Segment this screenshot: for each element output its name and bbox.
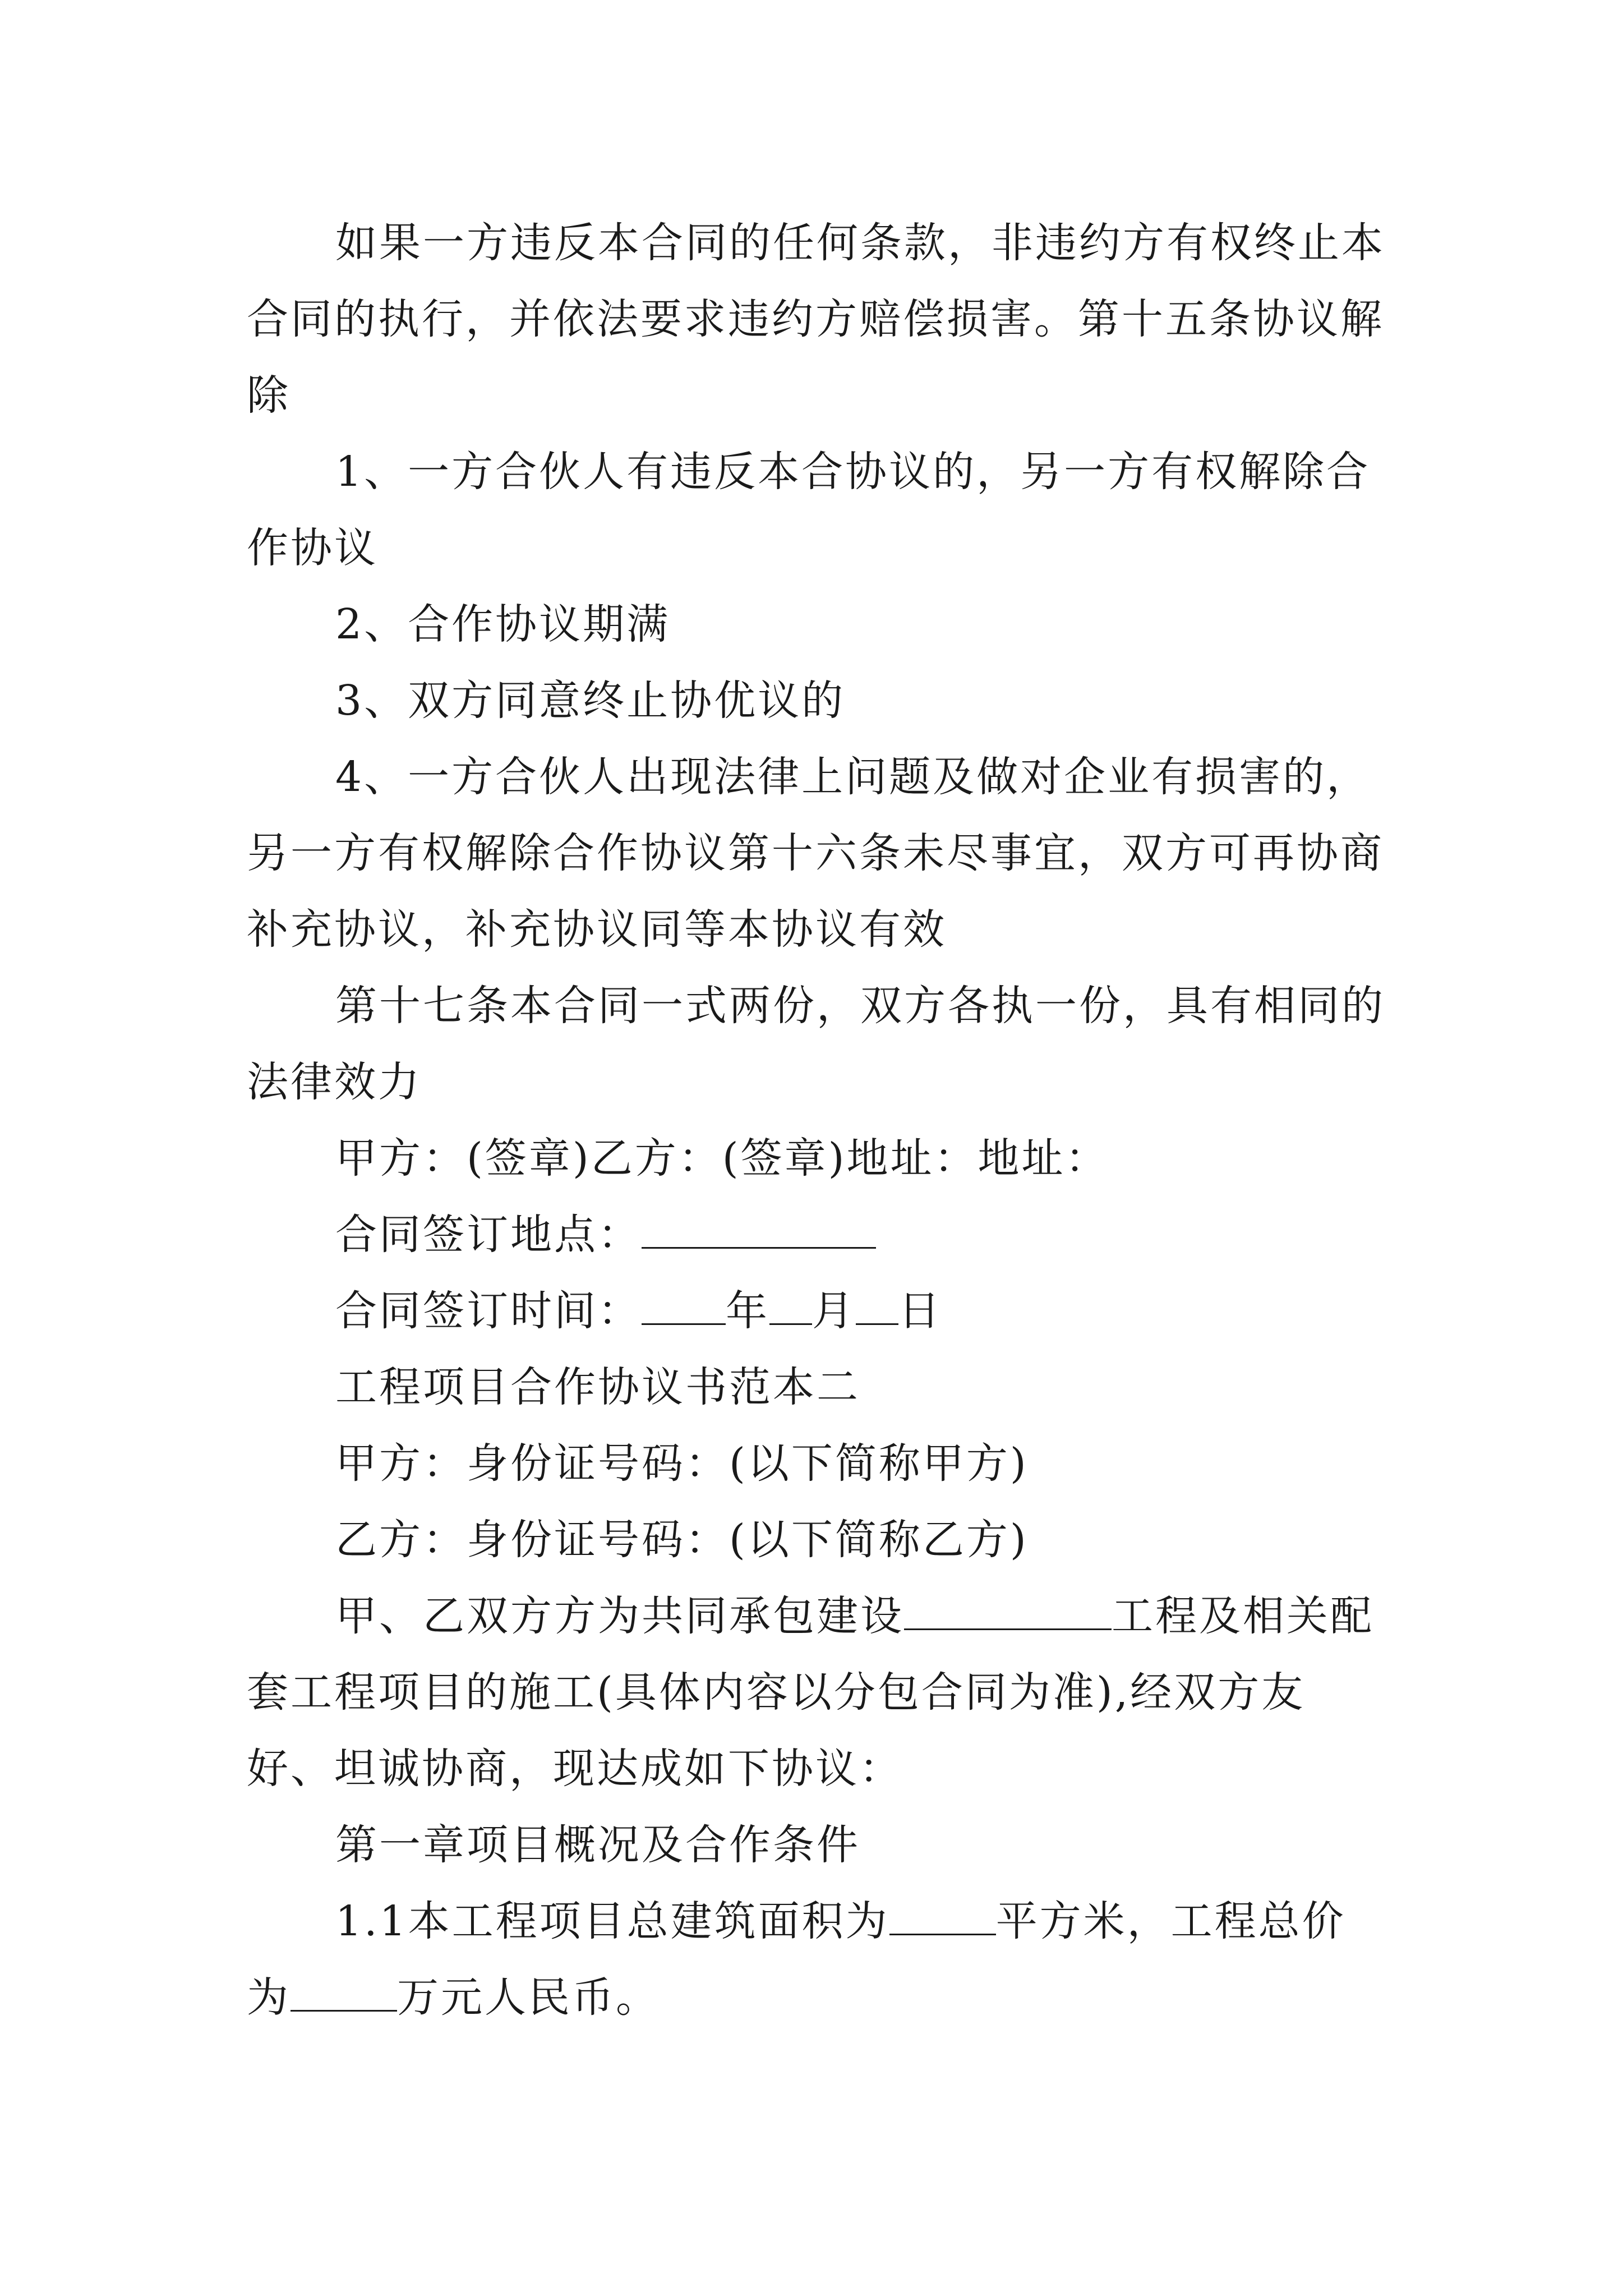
paragraph-text: 甲方：(签章)乙方：(签章)地址：地址： [335, 1134, 1109, 1182]
fill-blank-total-price [291, 1972, 397, 2012]
paragraph-breach-termination [247, 205, 1385, 434]
paragraph-text: 如果一方违反本合同的任何条款，非违约方有权终止本合同的执行，并依法要求违约方赔偿损害。第十五条协议解除 [247, 219, 1385, 420]
paragraph-text: 合同签订时间： [335, 1287, 642, 1335]
paragraph-signing-place [247, 1197, 1385, 1273]
paragraph-text: 第一章项目概况及合作条件 [335, 1821, 860, 1869]
paragraph-text: 工程项目合作协议书范本二 [335, 1363, 860, 1411]
paragraph-text: 万元人民币。 [397, 1973, 660, 2022]
paragraph-text: 甲、乙双方方为共同承包建设 [335, 1592, 904, 1640]
paragraph-text: 第十七条本合同一式两份，双方各执一份，具有相同的法律效力 [247, 982, 1385, 1106]
month-label: 月 [812, 1287, 856, 1335]
paragraph-clause-3 [247, 662, 1385, 739]
paragraph-clause-1 [247, 434, 1385, 586]
paragraph-text: 4、一方合伙人出现法律上问题及做对企业有损害的，另一方有权解除合作协议第十六条未尽事宜，双方可再协商补充协议，补充协议同等本协议有效 [247, 753, 1384, 954]
paragraph-clause-2 [247, 586, 1385, 662]
fill-blank-year [642, 1286, 726, 1325]
paragraph-party-a [247, 1425, 1385, 1502]
day-label: 日 [898, 1287, 942, 1335]
fill-blank-day [856, 1286, 898, 1325]
paragraph-text: 乙方：身份证号码：(以下简称乙方) [335, 1516, 1029, 1564]
paragraph-text: 1、一方合伙人有违反本合协议的，另一方有权解除合作协议 [247, 448, 1371, 572]
paragraph-text: 3、双方同意终止协优议的 [335, 677, 846, 725]
paragraph-section-title [247, 1349, 1385, 1425]
paragraph-article-17 [247, 968, 1385, 1120]
paragraph-signature-line [247, 1120, 1385, 1197]
paragraph-text: 2、合作协议期满 [335, 600, 671, 648]
fill-blank-month [769, 1286, 812, 1325]
fill-blank-place [642, 1209, 876, 1249]
fill-blank-project-name [904, 1591, 1112, 1630]
paragraph-party-b [247, 1502, 1385, 1578]
paragraph-text: 1.1本工程项目总建筑面积为 [335, 1897, 889, 1945]
paragraph-signing-date [247, 1273, 1385, 1349]
paragraph-text: 甲方：身份证号码：(以下简称甲方) [335, 1439, 1029, 1488]
paragraph-preamble [247, 1578, 1385, 1807]
paragraph-text: 工程及相关配套工程项目的施工(具体内容以分包合同为准),经双方友好、坦诚协商，现达成如下协议： [247, 1592, 1374, 1793]
paragraph-clause-1-1 [247, 1883, 1385, 2036]
document-body [247, 205, 1385, 2036]
year-label: 年 [726, 1287, 769, 1335]
paragraph-chapter-1-title [247, 1807, 1385, 1883]
fill-blank-area [889, 1896, 996, 1935]
paragraph-text: 平方米，工程总价为 [247, 1897, 1346, 2022]
paragraph-text: 合同签订地点： [335, 1211, 642, 1259]
paragraph-clause-4 [247, 739, 1385, 968]
